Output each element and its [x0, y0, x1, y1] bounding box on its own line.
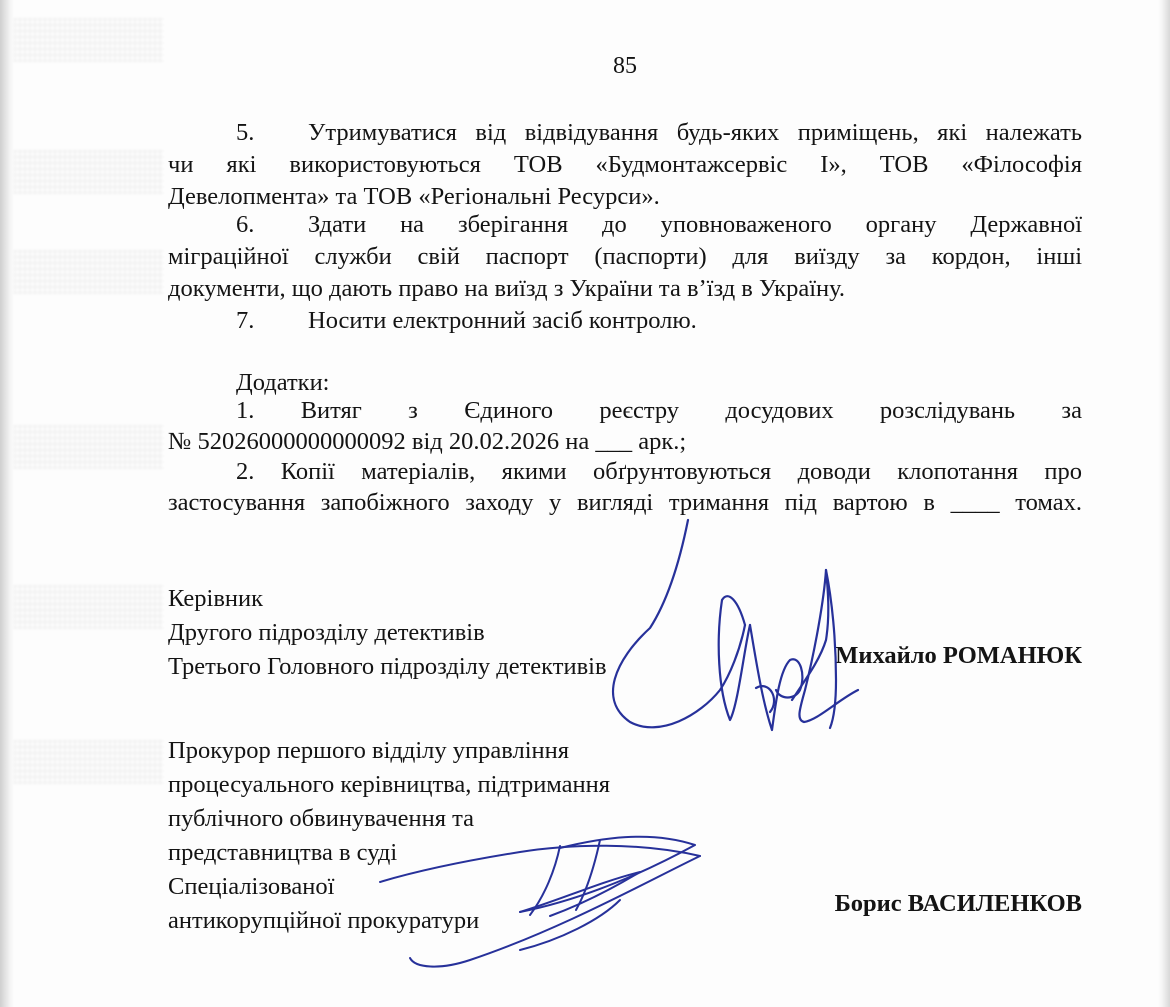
- signatory-2-line: публічного обвинувачення та: [168, 805, 475, 832]
- item-5-line-3: Девелопмента» та ТОВ «Регіональні Ресурси».: [168, 183, 660, 210]
- item-number: 7.: [236, 307, 255, 334]
- signatory-2-line: представництва в суді: [168, 839, 398, 866]
- signature-2-strokes: [380, 837, 700, 967]
- attachment-1-line-2: № 52026000000000092 від 20.02.2026 на ___ арк.;: [168, 428, 687, 455]
- item-5-line-1: 5. Утримуватися від відвідування будь-яких приміщень, які належать: [168, 116, 1082, 151]
- attachments-heading: Додатки:: [236, 369, 330, 396]
- signatory-1-line: Третього Головного підрозділу детективів: [168, 653, 607, 680]
- item-6-line-2: міграційної служби свій паспорт (паспорти) для виїзду за кордон, інші: [168, 243, 1082, 270]
- signatory-1-line: Другого підрозділу детективів: [168, 619, 485, 646]
- attachment-2-line-2: застосування запобіжного заходу у вигляді тримання під вартою в ____ томах.: [168, 489, 1082, 516]
- signatory-2-name: Борис ВАСИЛЕНКОВ: [834, 890, 1082, 917]
- item-7-line-1: 7. Носити електронний засіб контролю.: [168, 304, 1082, 339]
- page-number: 85: [613, 53, 637, 79]
- item-6-line-3: документи, що дають право на виїзд з України та в’їзд в Україну.: [168, 275, 846, 302]
- attachment-1-line-1: 1. Витяг з Єдиного реєстру досудових розслідувань за: [236, 397, 1082, 424]
- signatory-1-name: Михайло РОМАНЮК: [835, 642, 1082, 669]
- item-5-line-2: чи які використовуються ТОВ «Будмонтажсервіс І», ТОВ «Філософія: [168, 151, 1082, 178]
- signatory-2-line: Прокурор першого відділу управління: [168, 737, 570, 764]
- item-number: 6.: [236, 211, 255, 238]
- signatory-2-line: Спеціалізованої: [168, 873, 335, 900]
- signatory-2-line: антикорупційної прокуратури: [168, 907, 480, 934]
- attachment-2-line-1: 2. Копії матеріалів, якими обґрунтовуються доводи клопотання про: [236, 458, 1082, 485]
- signatory-1-line: Керівник: [168, 585, 264, 612]
- item-6-line-1: 6. Здати на зберігання до уповноваженого органу Державної: [168, 208, 1082, 243]
- item-number: 5.: [236, 119, 255, 146]
- signatory-2-line: процесуального керівництва, підтримання: [168, 771, 611, 798]
